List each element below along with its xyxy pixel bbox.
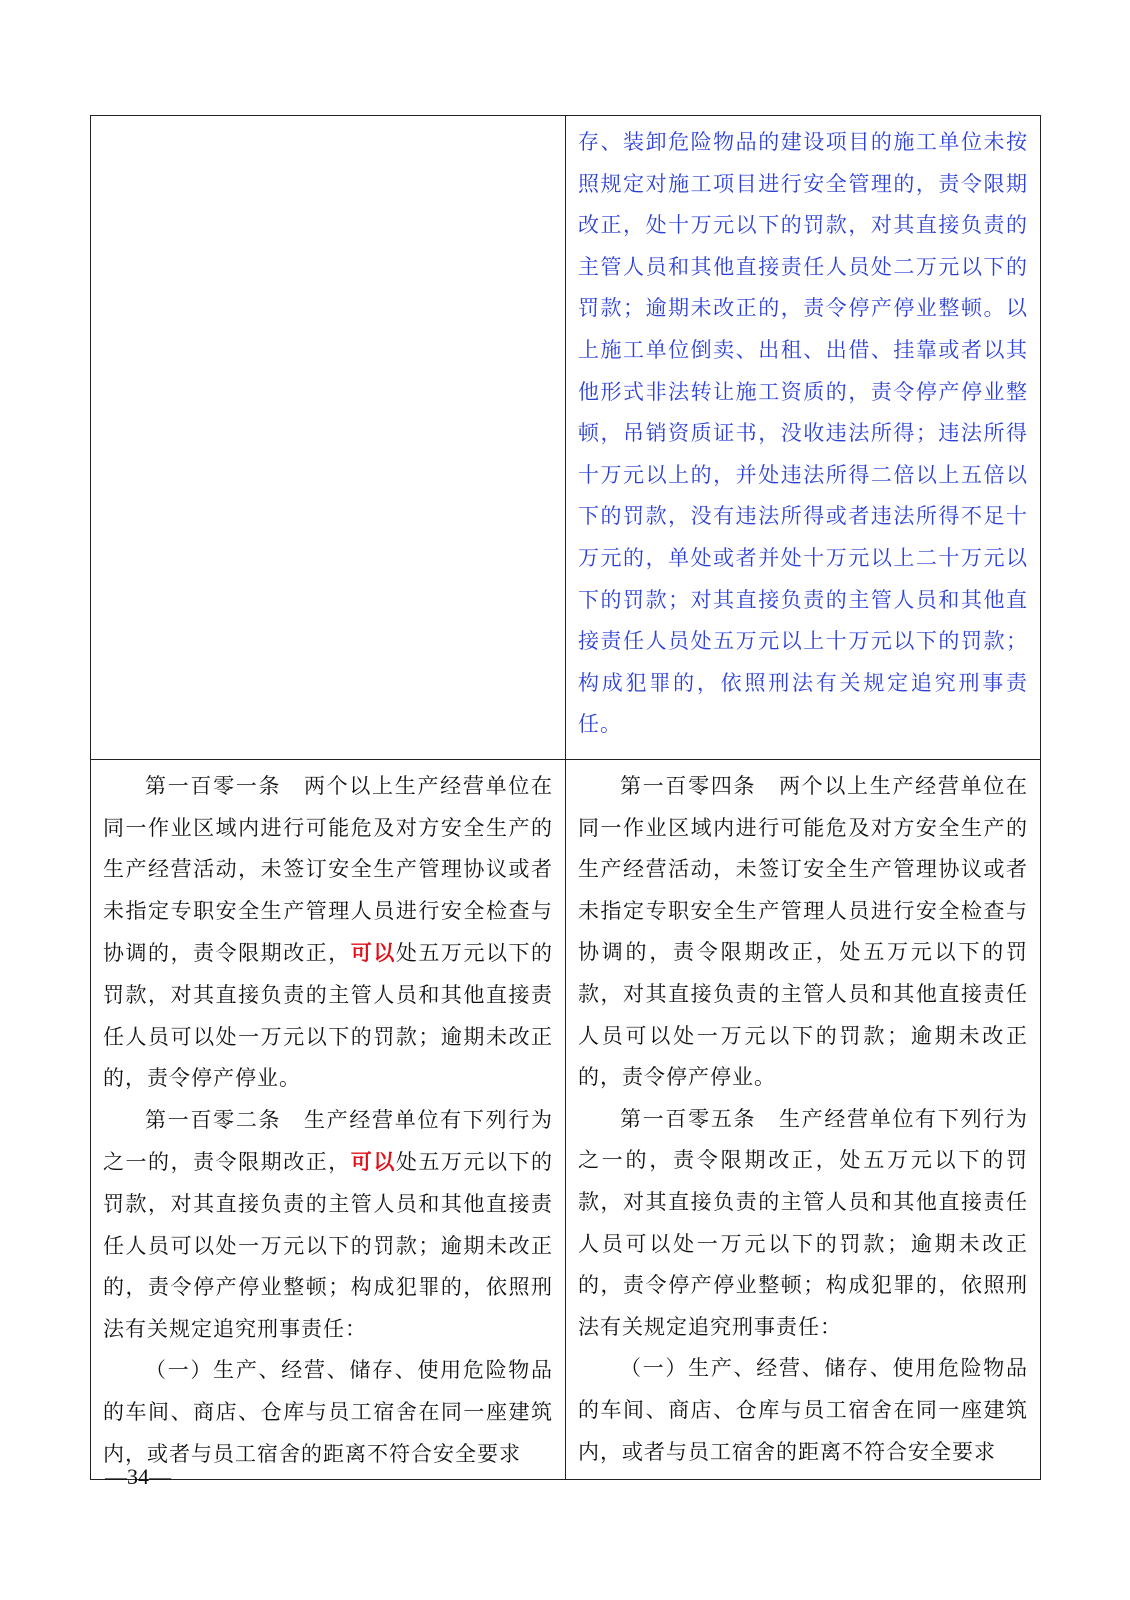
left-cell-original <box>91 760 566 1480</box>
left-cell-empty <box>91 116 566 760</box>
comparison-table <box>90 115 1041 1480</box>
article-101-text-a: 第一百零一条 两个以上生产经营单位在同一作业区域内进行可能危及对方安全生产的生产经营活动，未签订安全生产管理协议或者未指定专职安全生产管理人员进行安全检查与协调的，责令限期改正， <box>103 774 553 966</box>
right-cell-revised <box>566 760 1041 1480</box>
page-number: —34— <box>105 1464 171 1489</box>
article-105-item-1: （一）生产、经营、储存、使用危险物品的车间、商店、仓库与员工宿舍在同一座建筑内，或者与员工宿舍的距离不符合安全要求 <box>578 1356 1028 1464</box>
right-cell-revised-continuation <box>566 116 1041 760</box>
article-104-paragraph: 第一百零四条 两个以上生产经营单位在同一作业区域内进行可能危及对方安全生产的生产经营活动，未签订安全生产管理协议或者未指定专职安全生产管理人员进行安全检查与协调的，责令限期改正，处五万元以下的罚款，对其直接负责的主管人员和其他直接责任人员可以处一万元以下的罚款；逾期未改正的，责令停产停业。 <box>578 774 1028 1090</box>
revised-paragraph: 存、装卸危险物品的建设项目的施工单位未按照规定对施工项目进行安全管理的，责令限期改正，处十万元以下的罚款，对其直接负责的主管人员和其他直接责任人员处二万元以下的罚款；逾期未改正的，责令停产停业整顿。以上施工单位倒卖、出租、出借、挂靠或者以其他形式非法转让施工资质的，责令停产停业整顿，吊销资质证书，没收违法所得；违法所得十万元以上的，并处违法所得二倍以上五倍以下的罚款，没有违法所得或者违法所得不足十万元的，单处或者并处十万元以上二十万元以下的罚款；对其直接负责的主管人员和其他直接责任人员处五万元以上十万元以下的罚款；构成犯罪的，依照刑法有关规定追究刑事责任。 <box>578 130 1028 737</box>
highlight-keyword: 可以 <box>350 940 396 966</box>
article-102-paragraph <box>103 1100 553 1351</box>
article-101-text-b: 处五万元以下的罚款，对其直接负责的主管人员和其他直接责任人员可以处一万元以下的罚款；逾期未改正的，责令停产停业。 <box>103 941 554 1091</box>
article-102-text-b: 处五万元以下的罚款，对其直接负责的主管人员和其他直接责任人员可以处一万元以下的罚款；逾期未改正的，责令停产停业整顿；构成犯罪的，依照刑法有关规定追究刑事责任： <box>103 1150 554 1341</box>
table-row <box>91 116 1041 760</box>
highlight-keyword: 可以 <box>350 1149 396 1175</box>
article-105-paragraph: 第一百零五条 生产经营单位有下列行为之一的，责令限期改正，处五万元以下的罚款，对其直接负责的主管人员和其他直接责任人员可以处一万元以下的罚款；逾期未改正的，责令停产停业整顿；构成犯罪的，依照刑法有关规定追究刑事责任： <box>578 1106 1028 1339</box>
article-101-paragraph <box>103 766 553 1100</box>
article-102-text-a: 第一百零二条 生产经营单位有下列行为之一的，责令限期改正， <box>103 1107 553 1175</box>
table-row <box>91 760 1041 1480</box>
article-102-item-1: （一）生产、经营、储存、使用危险物品的车间、商店、仓库与员工宿舍在同一座建筑内，或者与员工宿舍的距离不符合安全要求 <box>103 1358 553 1466</box>
